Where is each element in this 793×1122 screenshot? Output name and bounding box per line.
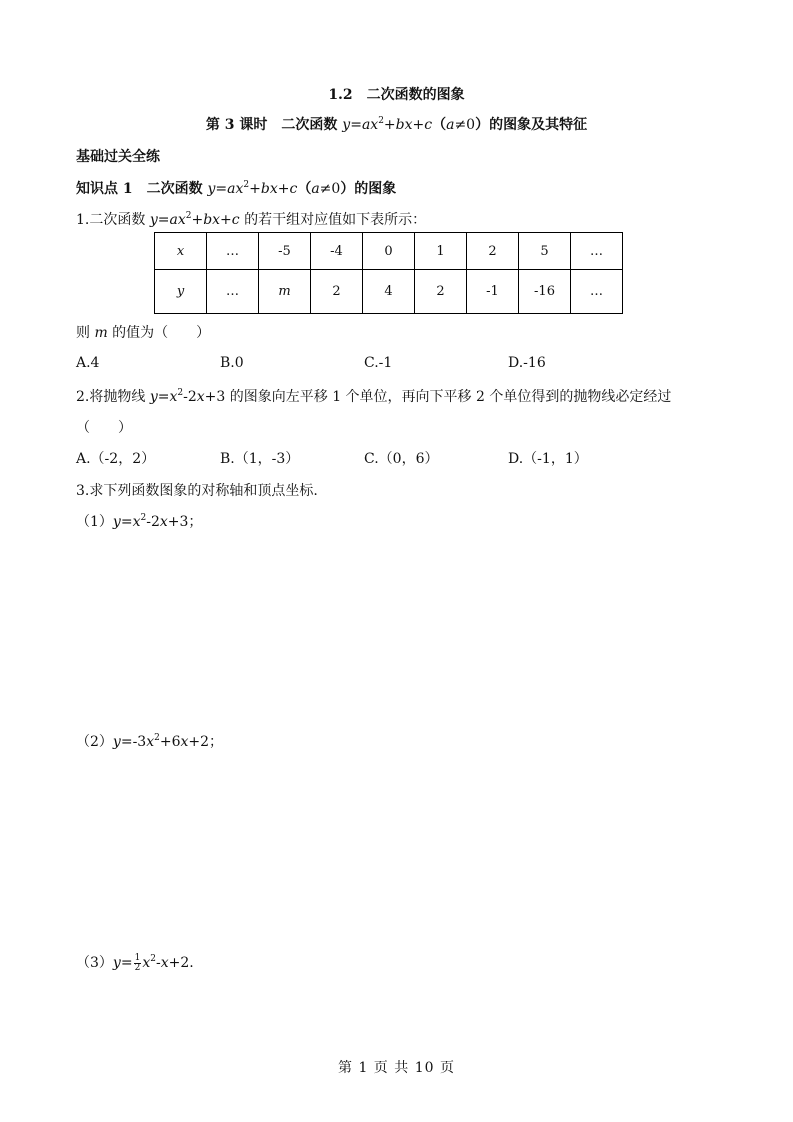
table-cell: -4 [311,233,363,270]
page-footer: 第 1 页 共 10 页 [338,1060,455,1076]
q2-option-d: D.（-1，1） [508,451,588,467]
q1-stem: 1.二次函数 $y=ax^2+bx+c$ 的若干组对应值如下表所示： [76,211,427,228]
lesson-title: 第 3 课时 二次函数 $y=ax^2+bx+c(a\ne 0)$的图象及其特征 [205,116,588,133]
lesson-formula: $y=ax^2+bx+c$ [342,116,433,133]
q1-option-b: B.0 [220,355,244,371]
knowledge-point-heading: 知识点 1 二次函数 $y=ax^2+bx+c(a\ne 0)$的图象 [76,180,397,197]
q3-part-1-formula: $y=x^2-2x+3$； [112,513,203,530]
table-cell: -16 [519,270,571,314]
table-cell: … [571,233,623,270]
table-cell: -1 [467,270,519,314]
q2-option-a: A.（-2，2） [76,451,156,467]
table-cell: y [155,270,207,314]
q1-option-c: C.-1 [364,355,393,371]
q2-stem: 2.将抛物线 $y=x^2-2x+3$ 的图象向左平移 1 个单位，再向下平移 2 个单位得到的抛物线必定经过 [76,388,672,405]
q3-part-2-formula: $y=-3x^2+6x+2$； [112,733,224,750]
table-cell: 2 [311,270,363,314]
table-cell: -5 [259,233,311,270]
table-row-y [155,270,623,314]
section-heading: 基础过关全练 [76,149,160,165]
q3-part-2: $(2)y=-3x^2+6x+2$； [76,733,224,750]
q2-blank: （ ） [76,420,132,436]
q1-option-d: D.-16 [508,355,546,371]
q2-option-b: B.（1，-3） [220,451,300,467]
table-row-x [155,233,623,270]
q2-option-c: C.（0，6） [364,451,439,467]
table-cell: … [207,270,259,314]
table-cell: m [259,270,311,314]
table-cell: … [207,233,259,270]
lesson-title-prefix: 第 3 课时 二次函数 [205,117,343,133]
q2-formula: $y=x^2-2x+3$ [149,388,226,405]
q1-formula: $y=ax^2+bx+c$ [149,211,240,228]
q1-value-table [154,232,623,314]
section-title: 1.2 二次函数的图象 [328,87,465,103]
knowledge-point-formula: $y=ax^2+bx+c$ [207,180,298,197]
table-cell: 0 [363,233,415,270]
fraction-one-half: $\frac{1}{2}$ [134,952,141,973]
lesson-title-suffix: ）的图象及其特征 [475,117,588,133]
table-cell: 1 [415,233,467,270]
q1-ask: 则 m 的值为（ ） [76,325,211,341]
table-cell: 2 [415,270,467,314]
table-cell: 4 [363,270,415,314]
q3-part-1: $(1)y=x^2-2x+3$； [76,513,203,530]
table-cell: … [571,270,623,314]
q3-stem: 3.求下列函数图象的对称轴和顶点坐标. [76,483,318,499]
q3-part-3: （3）y= $\frac{1}{2}$ $x^2-x+2$. [76,952,194,973]
table-cell: 2 [467,233,519,270]
table-cell: x [155,233,207,270]
q3-part-3-formula: y= $\frac{1}{2}$ $x^2-x+2$. [112,952,194,973]
q1-option-a: A.4 [76,355,100,371]
table-cell: 5 [519,233,571,270]
